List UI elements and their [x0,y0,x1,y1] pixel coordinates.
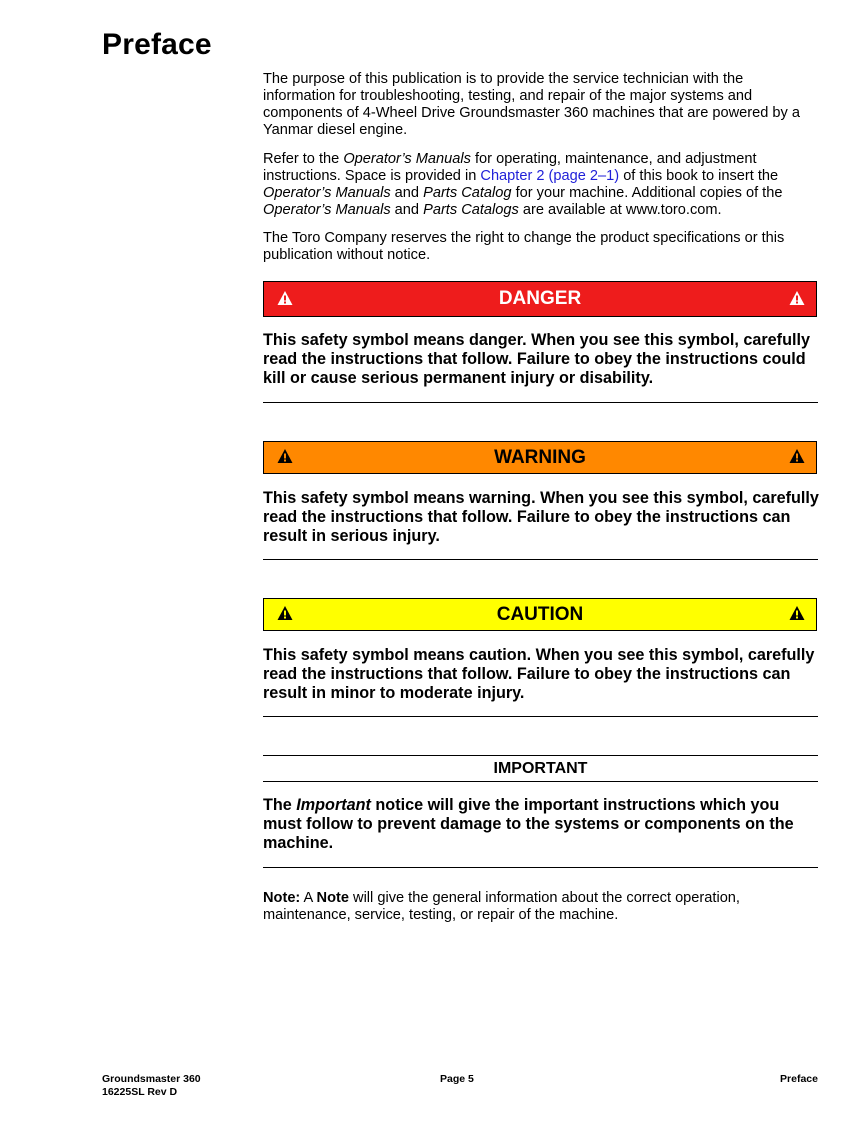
intro-paragraph-rights: The Toro Company reserves the right to change the product specifications or this publication without notice. [263,230,785,263]
warning-triangle-icon [789,605,805,621]
intro-paragraph-manuals [263,151,819,219]
divider [263,559,818,560]
footer-section: Preface [780,1073,818,1085]
p2-operators-manuals-3: Operator’s Manuals [263,202,391,218]
note-text-c: will give the general information about the correct operation, maintenance, service, testing, or repair of the machine. [263,890,740,923]
warning-text: This safety symbol means warning. When you see this symbol, carefully read the instructions that follow. Failure to obey the instructions can result in serious injury. [263,489,819,545]
divider [263,755,818,756]
divider [263,716,818,717]
p2-parts-catalogs: Parts Catalogs [423,202,519,218]
important-label: IMPORTANT [493,760,588,777]
divider [263,402,818,403]
p2-text-a: Refer to the [263,151,344,167]
note-text-b: Note [316,890,349,906]
divider [263,867,818,868]
warning-label: WARNING [494,446,586,468]
important-text [263,796,819,853]
danger-label: DANGER [498,288,582,309]
caution-banner [263,598,817,631]
note-paragraph [263,890,819,924]
warning-triangle-icon [277,448,293,464]
p2-operators-manuals: Operator’s Manuals [343,151,471,167]
chapter-2-link[interactable]: Chapter 2 (page 2–1) [480,168,620,184]
warning-triangle-icon [789,448,805,464]
note-label: Note: [263,890,301,906]
p2-text-f: and [390,185,424,201]
warning-triangle-icon [277,605,293,621]
divider [263,781,818,782]
p2-text-l: are available at www.toro.com. [518,202,722,218]
important-text-b: Important [296,796,371,814]
p2-text-h: for your machine. Additional copies of the [511,185,783,201]
warning-triangle-icon [277,290,293,306]
p2-text-d: of this book to insert the [619,168,779,184]
p2-text-j: and [390,202,424,218]
caution-text: This safety symbol means caution. When you see this symbol, carefully read the instructions that follow. Failure to obey the instructions can result in minor to moderate injury. [263,646,815,702]
warning-triangle-icon [789,290,805,306]
danger-text: This safety symbol means danger. When you see this symbol, carefully read the instructions that follow. Failure to obey the instructions could kill or cause serious permanent injury or disability. [263,331,810,387]
intro-paragraph-purpose: The purpose of this publication is to provide the service technician with the information for troubleshooting, testing, and repair of the major systems and components of 4-Wheel Drive Groundsmaster 360 machines that are powered by a Yanmar diesel engine. [263,71,800,138]
note-text-a: A [300,890,317,906]
p2-parts-catalog: Parts Catalog [423,185,512,201]
danger-banner [263,281,817,317]
p2-operators-manuals-2: Operator’s Manuals [263,185,391,201]
important-text-a: The [263,796,297,814]
important-text-c: notice will give the important instructions which you must follow to prevent damage to the systems or components on the machine. [263,796,794,852]
caution-label: CAUTION [496,603,584,625]
footer-page-number: Page 5 [440,1073,474,1085]
footer-doc-number: 16225SL Rev D [102,1086,178,1098]
p2-text-c: for operating, maintenance, and adjustment instructions. Space is provided in [263,151,757,184]
footer-left [102,1073,201,1099]
footer-product: Groundsmaster 360 [102,1073,201,1085]
warning-banner [263,441,817,474]
page-title: Preface [102,28,212,61]
